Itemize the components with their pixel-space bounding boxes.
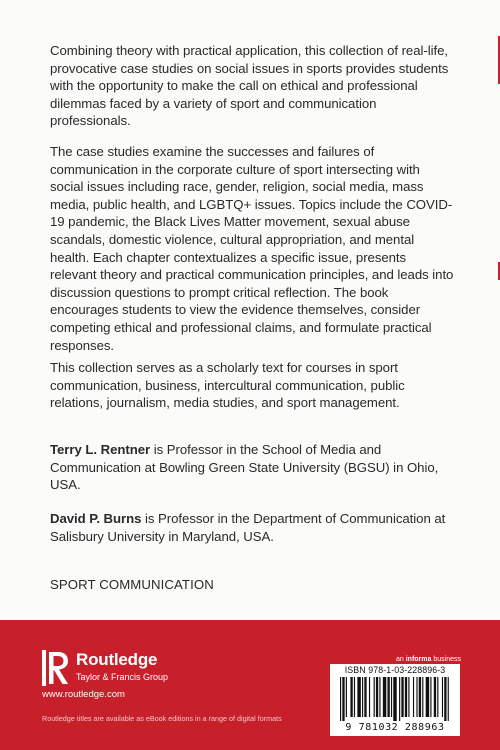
informa-business-label [396,656,461,663]
author-bio-text-1: is Professor in the School of Media and Communication at Bowling Green State University (BGSU) in Ohio, USA. [50,442,439,493]
barcode-bar [408,677,409,717]
barcode-bar [399,677,400,721]
ebook-note: Routledge titles are available as eBook editions in a range of digital formats [42,714,282,723]
barcode-bar [401,677,403,717]
informa-prefix: an [396,656,406,663]
routledge-logo-icon [42,650,70,686]
barcode-bar [442,677,443,717]
barcode-bar [374,677,375,717]
barcode-bar [376,677,378,717]
barcode-bar [426,677,429,717]
barcode-panel [330,664,460,736]
barcode-bar [387,677,389,717]
barcode-bar [413,677,414,717]
barcode-bar [357,677,360,717]
barcode-bar [369,677,370,717]
barcode-bar [434,677,436,717]
barcode-bar [393,677,396,721]
barcode-bar [391,677,392,717]
author-name-1: Terry L. Rentner [50,442,151,457]
barcode-bar [405,677,407,717]
isbn-label: ISBN 978-1-03-228896-3 [344,665,446,675]
publisher-group: Taylor & Francis Group [76,672,169,682]
barcode-bar [437,677,438,717]
barcode-bar [419,677,421,717]
barcode-bar [422,677,423,717]
series-label: SPORT COMMUNICATION [50,577,214,592]
barcode-bar [444,677,446,721]
barcode-bar [448,677,449,721]
description-paragraph-2: The case studies examine the successes and failures of communication in the corporate culture of sport intersecting with social issues including race, gender, religion, social media, mass media, public health, and LGBTQ+ issues. Topics include the COVID-19 pandemic, the Black Lives Matter movement, sexual abuse scandals, domestic violence, cultural appropriation, and mental health. Each chapter contextualizes a specific issue, presents relevant theory and practical communication principles, and leads into discussion questions to prompt critical reflection. The book encourages students to view the evidence themselves, consider competing ethical and professional claims, and formulate practical responses. [50,144,454,353]
author-bio-text-2: is Professor in the Department of Communication at Salisbury University in Maryland, USA. [50,511,446,544]
informa-suffix: business [431,656,461,663]
barcode-bar [379,677,380,717]
barcode-image [340,677,450,721]
barcode-bar [364,677,366,717]
barcode-bar [342,677,344,721]
barcode-bar [346,677,347,717]
barcode-bar [340,677,341,721]
author-bio-2 [50,510,455,545]
publisher-website: www.routledge.com [42,689,125,700]
informa-word: informa [405,656,432,663]
publisher-name: Routledge [76,650,158,669]
barcode-number: 9 781032 288963 [345,722,445,733]
description-paragraph-3: This collection serves as a scholarly text for courses in sport communication, business, intercultural communication, public relations, journalism, media studies, and sport management. [50,360,405,411]
barcode-bar [383,677,386,717]
barcode-bar [354,677,355,717]
author-name-2: David P. Burns [50,511,142,526]
barcode-bar [350,677,352,717]
author-bio-1 [50,441,455,494]
barcode-bar [430,677,431,717]
description-paragraph-1: Combining theory with practical application, this collection of real-life, provocative case studies on social issues in sports provides students with the opportunity to make the call on ethical and professional dilemmas faced by a variety of sport and communication professionals. [50,43,449,129]
barcode-bar [416,677,417,717]
barcode-bar [362,677,363,717]
